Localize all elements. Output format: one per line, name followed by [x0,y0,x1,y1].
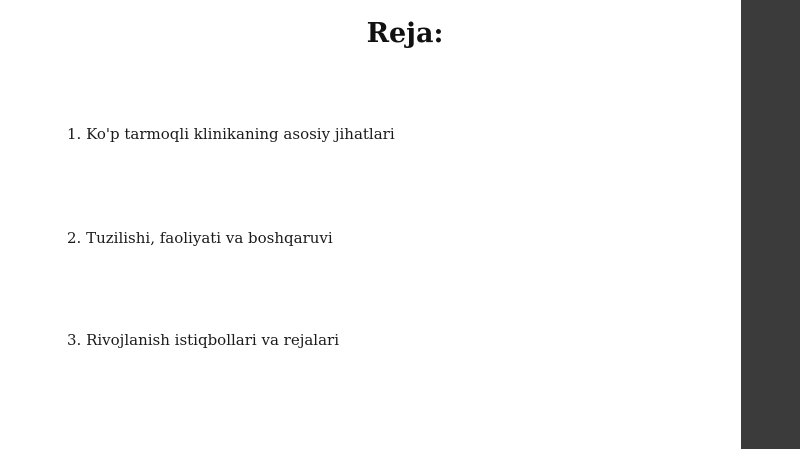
slide-title: Reja: [366,18,444,49]
plan-item-2: 2. Tuzilishi, faoliyati va boshqaruvi [67,229,333,247]
plan-item-3: 3. Rivojlanish istiqbollari va rejalari [67,331,340,349]
side-panel [741,0,800,449]
plan-item-1: 1. Ko'p tarmoqli klinikaning asosiy jihatlari [67,125,395,143]
